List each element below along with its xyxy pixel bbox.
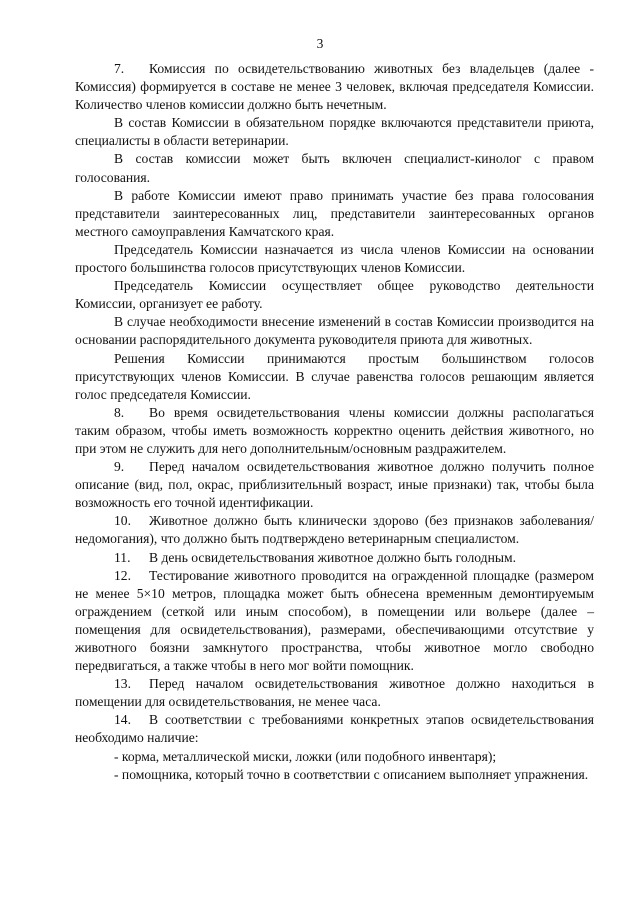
paragraph-number: 7. <box>114 61 125 76</box>
paragraph-text: В состав Комиссии в обязательном порядке включаются представители приюта, специалисты в области ветеринарии. <box>75 115 594 149</box>
paragraph-number: 14. <box>114 712 131 728</box>
paragraph <box>75 187 594 241</box>
document-body <box>75 60 594 784</box>
paragraph <box>75 512 594 548</box>
paragraph <box>75 711 594 747</box>
paragraph <box>75 567 594 676</box>
paragraph <box>75 60 594 114</box>
paragraph <box>75 313 594 349</box>
paragraph-text: Тестирование животного проводится на огражденной площадке (размером не менее 5×10 метров, площадка может быть обнесена временным демонтируемым ограждением (сеткой или иным способом), в помещении или вольере (далее – помещения для освидетельствования), размерами, обеспечивающими отсутствие у животного боязни замкнутого пространства, чтобы животное могло свободно передвигаться, а также чтобы в него мог войти помощник. <box>75 567 594 674</box>
paragraph <box>75 150 594 186</box>
paragraph <box>75 748 594 766</box>
paragraph-text: Животное должно быть клинически здорово (без признаков заболевания/недомогания), что должно быть подтверждено ветеринарным специалистом. <box>75 513 594 547</box>
paragraph-text: Перед началом освидетельствования животное должно получить полное описание (вид, пол, окрас, приблизительный возраст, иные признаки) так, чтобы была возможность его точной идентификации. <box>75 459 594 511</box>
paragraph <box>75 458 594 512</box>
paragraph-text: В случае необходимости внесение изменений в состав Комиссии производится на основании распорядительного документа руководителя приюта для животных. <box>75 314 594 348</box>
paragraph <box>75 675 594 711</box>
paragraph <box>75 350 594 404</box>
paragraph <box>75 404 594 458</box>
paragraph <box>75 549 594 567</box>
paragraph-text: В день освидетельствования животное должно быть голодным. <box>149 549 516 565</box>
paragraph-number: 10. <box>114 513 131 529</box>
paragraph-text: Комиссия по освидетельствованию животных без владельцев (далее - Комиссия) формируется в составе не менее 3 человек, включая председателя Комиссии. Количество членов комиссии должно быть нечетным. <box>75 61 594 113</box>
paragraph <box>75 277 594 313</box>
paragraph-text: - корма, металлической миски, ложки (или подобного инвентаря); <box>114 748 497 764</box>
paragraph-number: 13. <box>114 676 131 692</box>
paragraph-text: - помощника, который точно в соответствии с описанием выполняет упражнения. <box>114 766 589 782</box>
page-number: 3 <box>316 36 324 51</box>
paragraph-text: Во время освидетельствования члены комиссии должны располагаться таким образом, чтобы иметь возможность корректно оценить действия животного, но при этом не служить для него дополнительным/основным раздражителем. <box>75 404 594 456</box>
paragraph-text: В работе Комиссии имеют право принимать участие без права голосования представители заинтересованных лиц, представители заинтересованных органов местного самоуправления Камчатского края. <box>75 187 594 239</box>
paragraph-number: 9. <box>114 459 125 475</box>
paragraph-text: Решения Комиссии принимаются простым большинством голосов присутствующих членов Комиссии. В случае равенства голосов решающим является голос председателя Комиссии. <box>75 350 594 402</box>
paragraph <box>75 241 594 277</box>
paragraph-number: 8. <box>114 404 125 420</box>
paragraph-text: В соответствии с требованиями конкретных этапов освидетельствования необходимо наличие: <box>75 712 594 746</box>
paragraph-text: Перед началом освидетельствования животное должно находиться в помещении для освидетельствования, не менее часа. <box>75 676 594 710</box>
paragraph <box>75 766 594 784</box>
paragraph-text: Председатель Комиссии осуществляет общее руководство деятельности Комиссии, организует ее работу. <box>75 278 594 312</box>
paragraph-number: 12. <box>114 567 131 583</box>
paragraph-number: 11. <box>114 549 131 565</box>
paragraph-text: Председатель Комиссии назначается из числа членов Комиссии на основании простого большинства голосов присутствующих членов Комиссии. <box>75 241 594 276</box>
paragraph-text: В состав комиссии может быть включен специалист-кинолог с правом голосования. <box>75 151 594 185</box>
paragraph <box>75 114 594 150</box>
